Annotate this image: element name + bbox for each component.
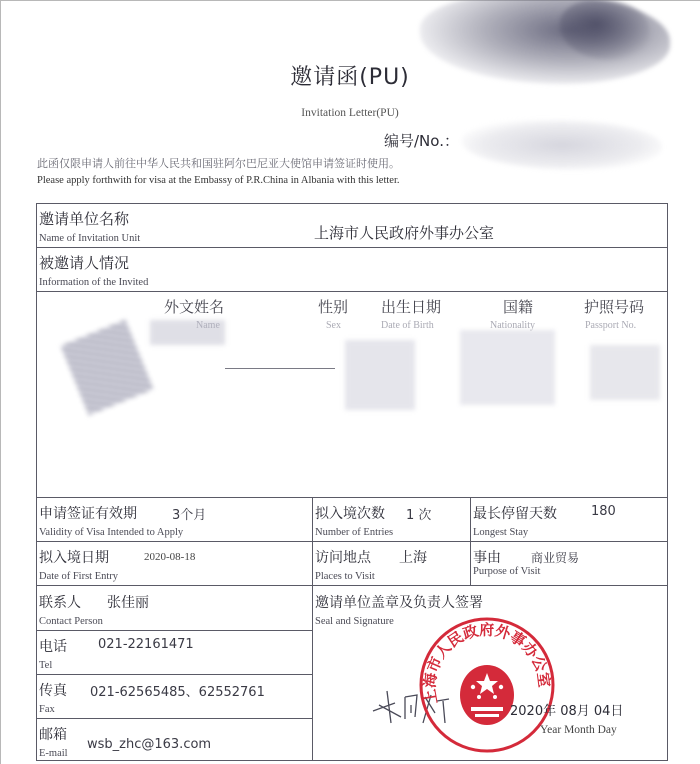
seal-date: 2020年 08月 04日	[510, 704, 624, 719]
entries-label-en: Number of Entries	[315, 527, 394, 538]
column-header-sex-cn: 性别	[318, 298, 349, 316]
email-label-en: E-mail	[39, 748, 68, 759]
contact-person-label-en: Contact Person	[39, 616, 103, 627]
first-entry-value: 2020-08-18	[144, 551, 196, 563]
entries-label-cn: 拟入境次数	[315, 506, 385, 522]
email-label-cn: 邮箱	[39, 727, 67, 743]
row-divider	[36, 247, 668, 248]
inviting-unit-value: 上海市人民政府外事办公室	[314, 224, 495, 242]
longest-stay-value: 180	[591, 504, 616, 519]
longest-stay-label-en: Longest Stay	[473, 527, 529, 538]
row-divider	[36, 291, 668, 292]
tel-value: 021-22161471	[98, 637, 194, 652]
fax-value: 021-62565485、62552761	[90, 685, 265, 700]
invited-label-en: Information of the Invited	[39, 277, 149, 288]
column-header-nationality-en: Nationality	[490, 320, 535, 331]
column-header-passport-en: Passport No.	[585, 320, 637, 331]
fax-label-en: Fax	[39, 704, 55, 715]
row-divider	[36, 718, 312, 719]
row-divider	[36, 630, 312, 631]
column-header-nationality-cn: 国籍	[503, 298, 534, 316]
purpose-label-cn: 事由	[473, 550, 501, 566]
row-divider	[36, 674, 312, 675]
notice-en: Please apply forthwith for visa at the Embassy of P.R.China in Albania with this letter.	[37, 175, 400, 186]
invited-label-cn: 被邀请人情况	[39, 254, 130, 272]
column-divider	[470, 497, 471, 585]
first-entry-label-en: Date of First Entry	[39, 571, 119, 582]
redaction-passport	[590, 345, 660, 400]
column-header-passport-cn: 护照号码	[584, 298, 645, 316]
inviting-unit-label-en: Name of Invitation Unit	[39, 233, 141, 244]
column-header-name-cn: 外文姓名	[164, 298, 225, 316]
official-red-seal	[417, 615, 557, 755]
column-header-sex-en: Sex	[326, 320, 341, 331]
column-header-dob-en: Date of Birth	[381, 320, 434, 331]
validity-value: 3个月	[172, 508, 207, 523]
seal-label-en: Seal and Signature	[315, 616, 394, 627]
purpose-label-en: Purpose of Visit	[473, 566, 541, 577]
seal-date-en: Year Month Day	[540, 724, 617, 736]
purpose-value: 商业贸易	[531, 551, 580, 565]
column-header-dob-cn: 出生日期	[381, 298, 442, 316]
fax-label-cn: 传真	[39, 683, 67, 699]
redaction-name-field	[150, 320, 225, 345]
entries-value: 1 次	[406, 508, 432, 523]
column-divider	[312, 497, 313, 761]
document-title-en: Invitation Letter(PU)	[301, 107, 399, 119]
seal-label-cn: 邀请单位盖章及负责人签署	[315, 595, 483, 611]
places-label-cn: 访问地点	[315, 550, 371, 566]
redaction-sex-dob	[345, 340, 415, 410]
document-title-cn: 邀请函(PU)	[290, 65, 410, 90]
row-divider	[36, 497, 668, 498]
email-value: wsb_zhc@163.com	[87, 737, 212, 752]
places-label-en: Places to Visit	[315, 571, 375, 582]
notice-cn: 此函仅限申请人前往中华人民共和国驻阿尔巴尼亚大使馆申请签证时使用。	[37, 157, 400, 170]
redaction-document-number	[462, 120, 662, 170]
first-entry-label-cn: 拟入境日期	[39, 550, 109, 566]
seal-arc-text: 上海市人民政府外事办公室	[420, 620, 554, 706]
document-number-label: 编号/No.：	[384, 132, 459, 150]
tel-label-en: Tel	[39, 660, 53, 671]
column-header-name-en: Name	[196, 320, 220, 331]
places-value: 上海	[399, 550, 427, 566]
tel-label-cn: 电话	[39, 639, 67, 655]
strike-line	[225, 368, 335, 369]
validity-label-cn: 申请签证有效期	[39, 506, 137, 522]
inviting-unit-label-cn: 邀请单位名称	[39, 210, 130, 228]
longest-stay-label-cn: 最长停留天数	[473, 506, 557, 522]
row-divider	[36, 541, 668, 542]
validity-label-en: Validity of Visa Intended to Apply	[39, 527, 184, 538]
contact-person-value: 张佳丽	[107, 595, 149, 611]
contact-person-label-cn: 联系人	[39, 595, 81, 611]
redaction-nationality	[460, 330, 555, 405]
row-divider	[36, 585, 668, 586]
